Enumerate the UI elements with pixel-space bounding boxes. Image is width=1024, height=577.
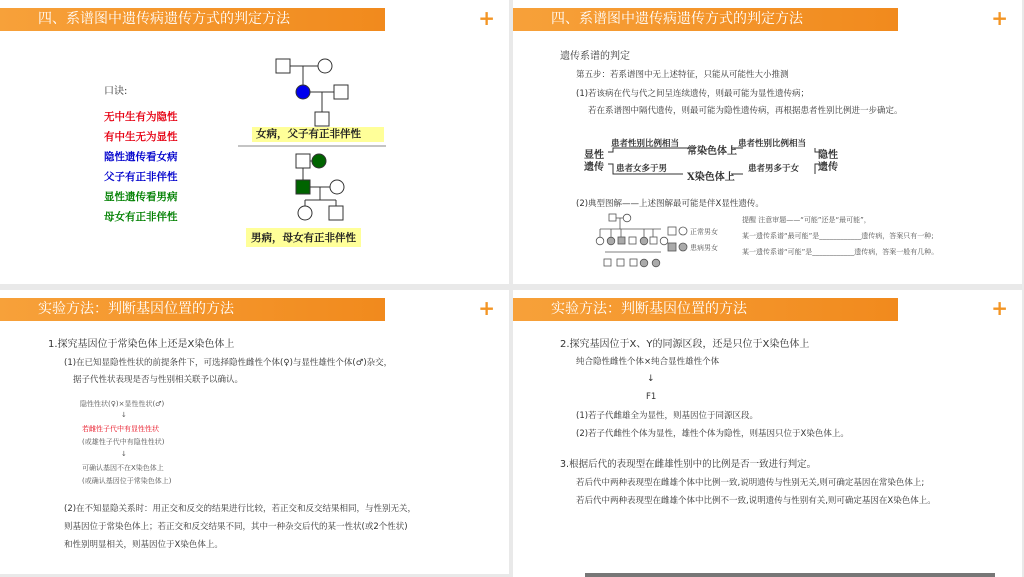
para-2c: 和性别明显相关，则基因位于X染色体上。	[64, 540, 223, 550]
typical-diagram-text: (2)典型图解——上述图解最可能是伴X显性遗传。	[576, 199, 764, 209]
slide-pedigree-judgement	[513, 0, 1022, 284]
rule-line-2: 若在系谱图中隔代遗传，则最可能为隐性遗传病，再根据患者性别比例进一步确定。	[588, 106, 903, 116]
plus-icon[interactable]: +	[991, 6, 1008, 30]
note-box-male: 男病，母女有正非伴性	[246, 228, 361, 247]
f1-label: F1	[646, 392, 657, 402]
diagram-top-right: 患者性别比例相当	[738, 139, 807, 149]
diagram-x-chromosome: X染色体上	[687, 172, 735, 183]
note-box-female: 女病，父子有正非伴性	[252, 127, 384, 142]
slide-pedigree-rhymes	[0, 0, 509, 284]
tip-line-3: 某一遗传系谱“可能”是____________遗传病，答案一般有几种。	[742, 248, 939, 256]
flow-conclusion-a: 可确认基因不在X染色体上	[82, 464, 164, 472]
flow-conclusion-b: (或确认基因位于常染色体上)	[82, 477, 172, 485]
flow-arrow-2: ↓	[121, 450, 127, 458]
flow-arrow-1: ↓	[121, 411, 127, 419]
legend-normal: 正常男女	[690, 228, 718, 236]
plus-icon[interactable]: +	[478, 6, 495, 30]
diagram-top-left: 患者性别比例相当	[611, 139, 680, 149]
tip-line-2: 某一遗传系谱“最可能”是____________遗传病，答案只有一种;	[742, 232, 934, 240]
method-heading-3: 3.根据后代的表现型在雌雄性别中的比例是否一致进行判定。	[560, 459, 817, 470]
para-1a: (1)在已知显隐性性状的前提条件下，可选择隐性雌性个体(♀)与显性雄性个体(♂)杂交，	[64, 358, 393, 368]
cross-text: 纯合隐性雌性个体×纯合显性雄性个体	[576, 357, 720, 367]
para-2b: 则基因位于常染色体上；若正交和反交结果不同，其中一种杂交后代的某一性状(或2个性状)	[64, 522, 408, 532]
plus-icon[interactable]: +	[478, 296, 495, 320]
result-1: (1)若子代雌雄全为显性，则基因位于同源区段。	[576, 411, 759, 421]
plus-icon[interactable]: +	[991, 296, 1008, 320]
tip-line-1: 提醒 注意审题——“可能”还是“最可能”，	[742, 216, 871, 224]
slide-header: 四、系谱图中遗传病遗传方式的判定方法	[0, 8, 385, 31]
para-3a: 若后代中两种表现型在雌雄个体中比例一致,说明遗传与性别无关,则可确定基因在常染色体上;	[576, 478, 925, 488]
para-2a: (2)在不知显隐关系时：用正交和反交的结果进行比较，若正交和反交结果相同，与性别无关，	[64, 504, 417, 514]
step5-text: 第五步：若系谱图中无上述特征，只能从可能性大小推测	[576, 70, 789, 80]
para-3b: 若后代中两种表现型在雌雄个体中比例不一致,说明遗传与性别有关,则可确定基因在X染色体上。	[576, 496, 936, 506]
rhyme-line: 无中生有为隐性	[104, 111, 178, 123]
flow-result-a: 若雌性子代中有显性性状	[82, 425, 159, 433]
koujue-label: 口诀:	[104, 86, 128, 97]
result-2: (2)若子代雌性个体为显性，雄性个体为隐性，则基因只位于X染色体上。	[576, 429, 849, 439]
slide-header: 实验方法：判断基因位置的方法	[513, 298, 898, 321]
rule-line-1: (1)若该病在代与代之间呈连续遗传，则最可能为显性遗传病；	[576, 89, 810, 99]
diagram-bottom-left: 患者女多于男	[616, 164, 668, 174]
rhyme-line: 隐性遗传看女病	[104, 151, 178, 163]
diagram-bottom-right: 患者男多于女	[748, 164, 800, 174]
typical-pedigree	[513, 0, 1022, 284]
para-1b: 据子代性状表现是否与性别相关联予以确认。	[73, 375, 244, 385]
diagram-autosome: 常染色体上	[687, 146, 737, 157]
rhyme-line: 有中生无为显性	[104, 131, 178, 143]
flow-cross: 隐性性状(♀)×显性性状(♂)	[80, 400, 165, 408]
section-title: 遗传系谱的判定	[560, 51, 630, 62]
next-slide-peek	[585, 573, 995, 577]
dominant-label: 显性遗传	[584, 150, 604, 173]
slide-header: 四、系谱图中遗传病遗传方式的判定方法	[513, 8, 898, 31]
slide-header: 实验方法：判断基因位置的方法	[0, 298, 385, 321]
slide-gene-location-2	[513, 290, 1022, 577]
recessive-label: 隐性遗传	[818, 150, 838, 173]
flow-result-b: (或雄性子代中有隐性性状)	[82, 438, 165, 446]
slide-gene-location-1	[0, 290, 509, 574]
legend-affected: 患病男女	[690, 244, 718, 252]
rhyme-line: 父子有正非伴性	[104, 171, 178, 183]
cross-arrow: ↓	[647, 374, 655, 384]
rhyme-line: 显性遗传看男病	[104, 191, 178, 203]
method-heading-1: 1.探究基因位于常染色体上还是X染色体上	[48, 339, 235, 350]
method-heading-2: 2.探究基因位于X、Y的同源区段，还是只位于X染色体上	[560, 339, 810, 350]
rhyme-line: 母女有正非伴性	[104, 211, 178, 223]
